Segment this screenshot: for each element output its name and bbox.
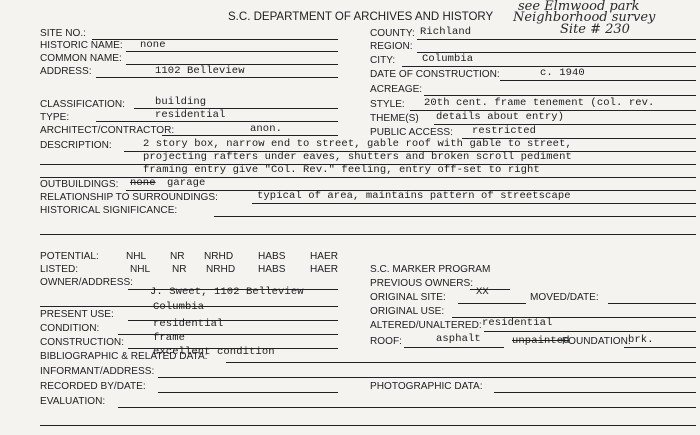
condition-value: excellent condition: [153, 346, 275, 358]
present-use-label: PRESENT USE:: [40, 308, 114, 320]
public-access-label: PUBLIC ACCESS:: [370, 126, 453, 138]
construction-label: CONSTRUCTION:: [40, 336, 124, 348]
photographic-data-label: PHOTOGRAPHIC DATA:: [370, 380, 483, 392]
site-no-line: [92, 39, 338, 40]
owner-label: OWNER/ADDRESS:: [40, 276, 133, 288]
relationship-label: RELATIONSHIP TO SURROUNDINGS:: [40, 191, 218, 203]
common-name-label: COMMON NAME:: [40, 52, 122, 64]
description-line-3: framing entry give "Col. Rev." feeling, entry off-set to right: [143, 164, 540, 176]
original-site-line: [458, 303, 526, 304]
altered-label: ALTERED/UNALTERED:: [370, 319, 482, 331]
recorded-by-line: [158, 392, 338, 393]
public-access-value: restricted: [472, 125, 537, 137]
roof-label: ROOF:: [370, 335, 402, 347]
potential-nhl: NHL: [126, 250, 147, 262]
foundation-value: brk.: [628, 334, 654, 346]
acreage-line: [424, 95, 696, 96]
marker-program-label: S.C. MARKER PROGRAM: [370, 263, 491, 275]
address-value: 1102 Belleview: [155, 65, 245, 77]
listed-nrhd: NRHD: [206, 263, 236, 275]
construction-line: [128, 348, 338, 349]
owner-line-1: [128, 289, 338, 290]
evaluation-label: EVALUATION:: [40, 395, 106, 407]
potential-nrhd: NRHD: [204, 250, 234, 262]
owner-value: J. Sweet, 1102 Belleview: [150, 286, 304, 298]
type-line: [96, 121, 338, 122]
potential-haer: HAER: [310, 250, 339, 262]
moved-date-label: MOVED/DATE:: [530, 291, 599, 303]
roof-line: [404, 347, 504, 348]
altered-line: [484, 331, 696, 332]
style-value: 20th cent. frame tenement (col. rev.: [424, 97, 655, 109]
relationship-value: typical of area, maintains pattern of streetscape: [257, 190, 571, 202]
description-line-2: projecting rafters under eaves, shutters and broken scroll pediment: [143, 151, 572, 163]
date-label: DATE OF CONSTRUCTION:: [370, 68, 500, 80]
foundation-label: FOUNDATION:: [562, 335, 631, 347]
architect-line: [162, 135, 338, 136]
city-label: CITY:: [370, 54, 396, 66]
site-no-label: SITE NO.:: [40, 27, 86, 39]
informant-line: [158, 377, 696, 378]
classification-label: CLASSIFICATION:: [40, 98, 125, 110]
foundation-line: [624, 347, 696, 348]
handwritten-note-line2: Neighborhood survey: [513, 10, 656, 25]
date-value: c. 1940: [540, 67, 585, 79]
recorded-by-label: RECORDED BY/DATE:: [40, 380, 146, 392]
architect-label: ARCHITECT/CONTRACTOR:: [40, 124, 175, 136]
original-use-label: ORIGINAL USE:: [370, 305, 445, 317]
address-label: ADDRESS:: [40, 65, 92, 77]
type-value: residential: [155, 109, 226, 121]
county-line: [417, 39, 696, 40]
previous-owners-label: PREVIOUS OWNERS:: [370, 277, 474, 289]
listed-habs: HABS: [258, 263, 286, 275]
evaluation-line: [118, 407, 696, 408]
condition-line: [118, 334, 338, 335]
acreage-label: ACREAGE:: [370, 83, 423, 95]
informant-label: INFORMANT/ADDRESS:: [40, 365, 155, 377]
theme-label: THEME(S): [370, 112, 419, 124]
potential-label: POTENTIAL:: [40, 250, 99, 262]
description-line-1: 2 story box, narrow end to street, gable roof with gable to street,: [143, 138, 572, 150]
moved-date-line: [608, 303, 696, 304]
potential-nr: NR: [170, 250, 185, 262]
date-line: [500, 80, 696, 81]
handwritten-note-line1: see Elmwood park: [518, 0, 640, 14]
region-label: REGION:: [370, 40, 413, 52]
outbuildings-label: OUTBUILDINGS:: [40, 178, 119, 190]
photographic-data-line: [494, 392, 696, 393]
potential-habs: HABS: [258, 250, 286, 262]
present-use-line: [128, 320, 338, 321]
listed-nhl: NHL: [130, 263, 151, 275]
owner-line-2: [40, 306, 338, 307]
owner-value-2: Columbia: [153, 301, 205, 313]
bottom-rule: [40, 425, 696, 426]
historic-name-line: [126, 51, 338, 52]
listed-label: LISTED:: [40, 263, 79, 275]
classification-value: building: [155, 96, 207, 108]
type-label: TYPE:: [40, 111, 70, 123]
outbuildings-struck-value: none: [130, 177, 156, 189]
historic-name-value: none: [140, 39, 166, 51]
present-use-value: residential: [153, 318, 224, 330]
bibliographic-line: [226, 362, 696, 363]
condition-label: CONDITION:: [40, 322, 100, 334]
foundation-prefix: unpainted: [512, 335, 570, 347]
county-label: COUNTY:: [370, 27, 415, 39]
architect-value: anon.: [250, 123, 283, 135]
significance-line-2: [40, 234, 696, 235]
county-value: Richland: [420, 26, 472, 38]
style-label: STYLE:: [370, 98, 405, 110]
handwritten-note-line3: Site # 230: [560, 22, 630, 37]
construction-value: frame: [153, 332, 186, 344]
significance-label: HISTORICAL SIGNIFICANCE:: [40, 204, 178, 216]
listed-nr: NR: [172, 263, 187, 275]
relationship-line: [252, 203, 696, 204]
original-site-value: XX: [476, 286, 489, 298]
original-site-label: ORIGINAL SITE:: [370, 291, 446, 303]
historic-name-label: HISTORIC NAME:: [40, 39, 123, 51]
altered-value: residential: [482, 317, 553, 329]
roof-value: asphalt: [436, 333, 481, 345]
address-line: [96, 77, 338, 78]
bibliographic-label: BIBLIOGRAPHIC & RELATED DATA:: [40, 350, 208, 362]
significance-line-1: [214, 216, 696, 217]
outbuildings-value: garage: [167, 177, 206, 189]
theme-value: details about entry): [436, 111, 565, 123]
city-value: Columbia: [422, 53, 474, 65]
form-title: S.C. DEPARTMENT OF ARCHIVES AND HISTORY: [228, 9, 494, 23]
description-label: DESCRIPTION:: [40, 139, 112, 151]
listed-haer: HAER: [310, 263, 339, 275]
